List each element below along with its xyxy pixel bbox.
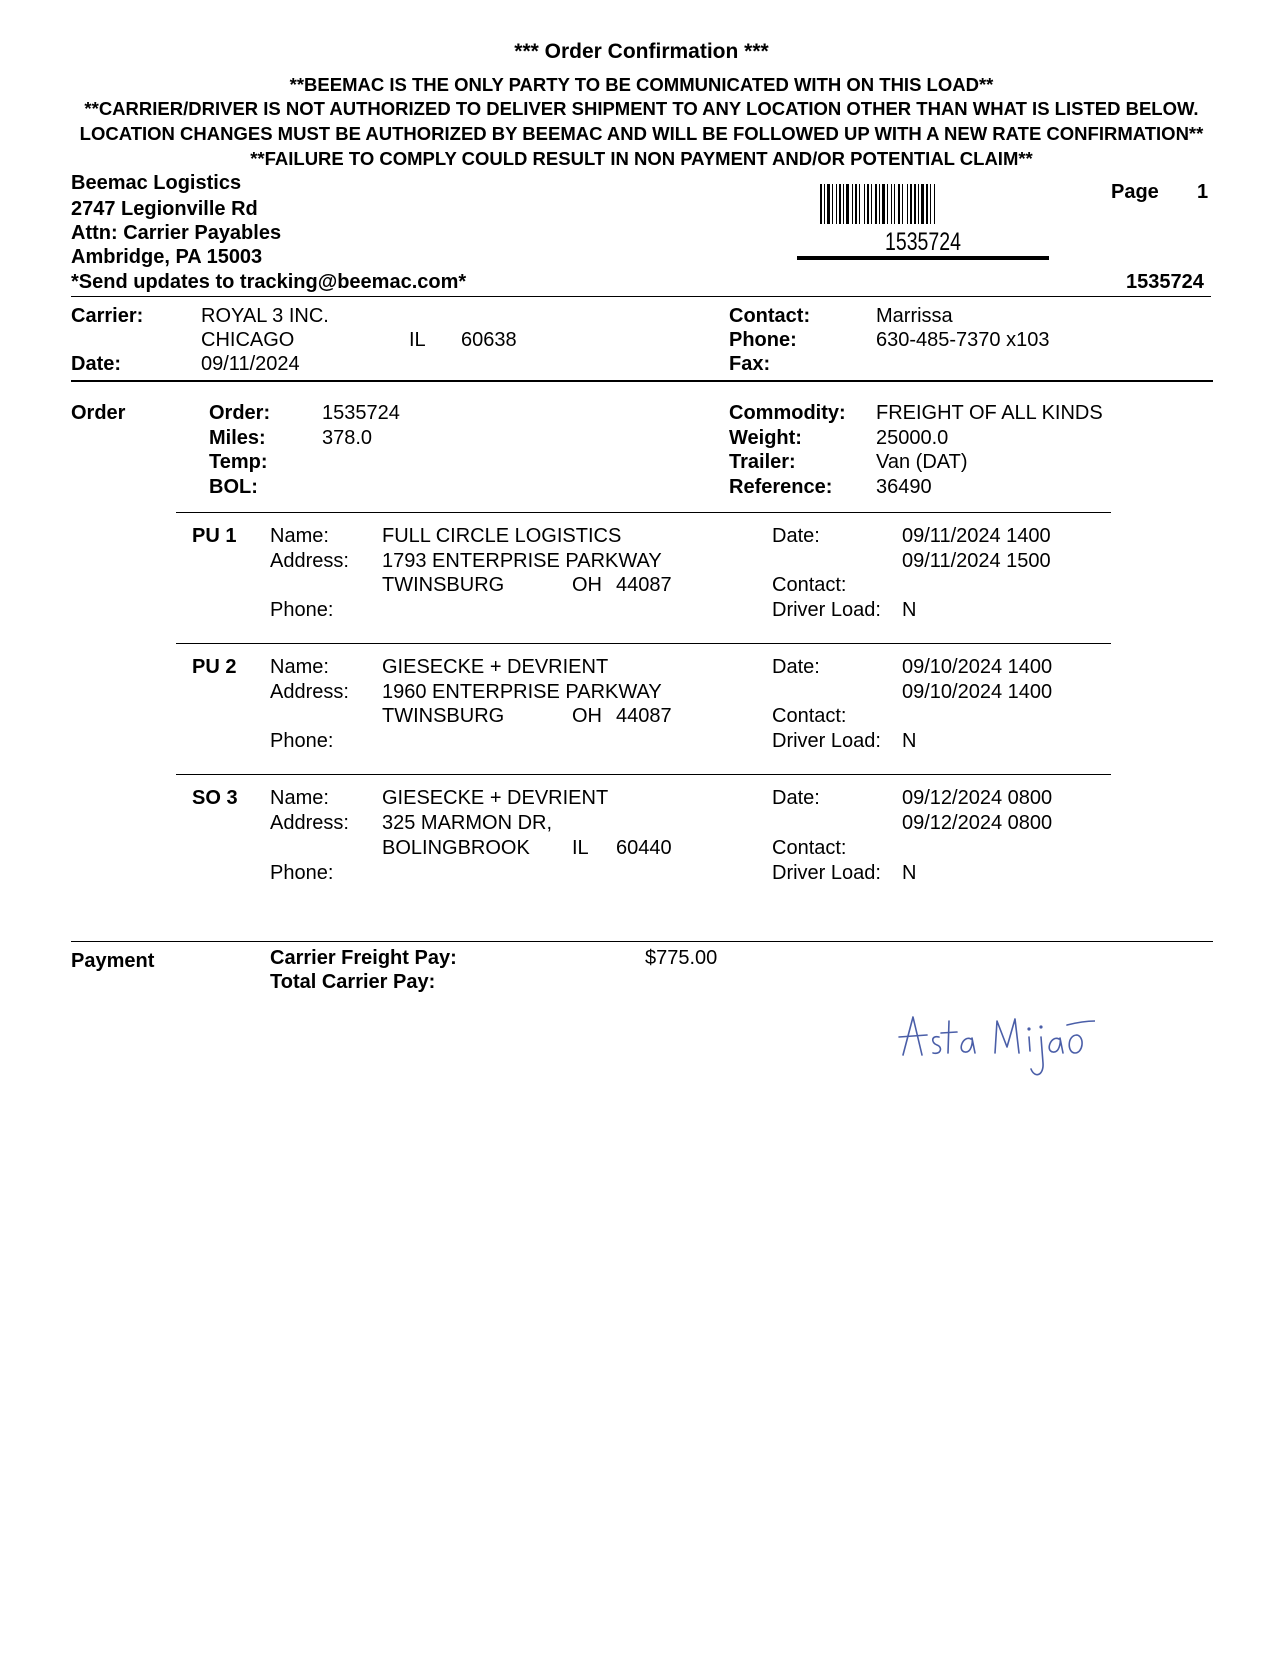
trailer-label: Trailer:: [729, 451, 796, 473]
stop-zip: 44087: [616, 705, 672, 727]
barcode-bar: [871, 184, 872, 224]
carrier-state: IL: [409, 329, 426, 351]
barcode-underline: [797, 256, 1049, 260]
stop-date-2: 09/11/2024 1500: [902, 550, 1051, 572]
page-number: 1: [1197, 181, 1209, 203]
stop-date-label: Date:: [772, 787, 820, 809]
miles-label: Miles:: [209, 427, 266, 449]
order-date: 09/11/2024: [201, 353, 300, 375]
weight-value: 25000.0: [876, 427, 949, 449]
barcode-bar: [907, 184, 908, 224]
barcode-bar: [859, 184, 860, 224]
barcode-bar: [882, 184, 885, 224]
barcode-bar: [867, 184, 869, 224]
divider: [71, 380, 1213, 382]
barcode-bar: [921, 184, 924, 224]
barcode-bar: [855, 184, 857, 224]
stop-state: IL: [572, 837, 589, 859]
bol-label: BOL:: [209, 476, 258, 498]
stop-contact-label: Contact:: [772, 574, 847, 596]
stop-date-2: 09/12/2024 0800: [902, 812, 1053, 834]
carrier-label: Carrier:: [71, 305, 144, 327]
company-street: 2747 Legionville Rd: [71, 198, 258, 220]
barcode-bar: [894, 184, 895, 224]
stop-date-1: 09/10/2024 1400: [902, 656, 1053, 678]
barcode-bar: [930, 184, 931, 224]
divider: [71, 296, 1211, 297]
carrier-freight-pay-label: Carrier Freight Pay:: [270, 947, 457, 969]
barcode-bar: [891, 184, 892, 224]
barcode-bar: [934, 184, 935, 224]
barcode-bar: [887, 184, 888, 224]
stop-address-label: Address:: [270, 681, 349, 703]
barcode-bar: [914, 184, 916, 224]
stop-code: SO 3: [192, 787, 238, 809]
barcode-number: 1535724: [885, 228, 961, 256]
stop-driver-load: N: [902, 599, 917, 621]
signature: [895, 1005, 1095, 1095]
barcode-bar: [926, 184, 928, 224]
order-section-label: Order: [71, 402, 126, 424]
carrier-city: CHICAGO: [201, 329, 295, 351]
stop-contact-label: Contact:: [772, 705, 847, 727]
contact-name: Marrissa: [876, 305, 953, 327]
notice-line-1: **BEEMAC IS THE ONLY PARTY TO BE COMMUNICATED WITH ON THIS LOAD**: [289, 74, 994, 95]
stop-zip: 60440: [616, 837, 672, 859]
stop-name-label: Name:: [270, 656, 329, 678]
stop-city: BOLINGBROOK: [382, 837, 530, 859]
stop-driver-load-label: Driver Load:: [772, 599, 881, 621]
barcode-bar: [820, 184, 822, 224]
barcode-bar: [898, 184, 900, 224]
fax-label: Fax:: [729, 353, 771, 375]
stop-name-label: Name:: [270, 525, 329, 547]
barcode-bar: [918, 184, 919, 224]
barcode-bar: [879, 184, 880, 224]
notice-line-3: LOCATION CHANGES MUST BE AUTHORIZED BY BEEMAC AND WILL BE FOLLOWED UP WITH A NEW RATE CONFIRMATION**: [79, 123, 1204, 144]
stop-zip: 44087: [616, 574, 672, 596]
carrier-freight-pay-value: $775.00: [645, 947, 718, 969]
payment-section-label: Payment: [71, 950, 155, 972]
contact-phone: 630-485-7370 x103: [876, 329, 1050, 351]
tracking-email: *Send updates to tracking@beemac.com*: [71, 271, 467, 293]
barcode-bar: [843, 184, 844, 224]
barcode-bar: [836, 184, 837, 224]
document-title: *** Order Confirmation ***: [514, 40, 769, 63]
barcode-bar: [827, 184, 830, 224]
carrier-zip: 60638: [461, 329, 517, 351]
stop-address: 1960 ENTERPRISE PARKWAY: [382, 681, 662, 703]
stop-divider: [176, 643, 1111, 644]
stop-date-2: 09/10/2024 1400: [902, 681, 1053, 703]
stop-contact-label: Contact:: [772, 837, 847, 859]
stop-address: 1793 ENTERPRISE PARKWAY: [382, 550, 662, 572]
order-number-right: 1535724: [1126, 271, 1204, 293]
stop-state: OH: [572, 574, 602, 596]
stop-phone-label: Phone:: [270, 730, 334, 752]
stop-name-label: Name:: [270, 787, 329, 809]
carrier-name: ROYAL 3 INC.: [201, 305, 329, 327]
company-name: Beemac Logistics: [71, 172, 242, 194]
stop-city: TWINSBURG: [382, 574, 505, 596]
stop-city: TWINSBURG: [382, 705, 505, 727]
temp-label: Temp:: [209, 451, 268, 473]
stop-code: PU 1: [192, 525, 237, 547]
notice-line-2: **CARRIER/DRIVER IS NOT AUTHORIZED TO DELIVER SHIPMENT TO ANY LOCATION OTHER THAN WHAT IS LISTED BELOW.: [84, 98, 1199, 119]
barcode-bar: [910, 184, 912, 224]
stop-phone-label: Phone:: [270, 862, 334, 884]
stop-driver-load-label: Driver Load:: [772, 862, 881, 884]
notice-line-4: **FAILURE TO COMPLY COULD RESULT IN NON PAYMENT AND/OR POTENTIAL CLAIM**: [250, 148, 1033, 169]
company-city: Ambridge, PA 15003: [71, 246, 263, 268]
order-label: Order:: [209, 402, 271, 424]
reference-label: Reference:: [729, 476, 833, 498]
order-number: 1535724: [322, 402, 400, 424]
stop-phone-label: Phone:: [270, 599, 334, 621]
date-label: Date:: [71, 353, 122, 375]
stop-driver-load-label: Driver Load:: [772, 730, 881, 752]
barcode-bar: [839, 184, 841, 224]
stop-driver-load: N: [902, 862, 917, 884]
reference-value: 36490: [876, 476, 932, 498]
stop-code: PU 2: [192, 656, 237, 678]
miles-value: 378.0: [322, 427, 373, 449]
stop-name: GIESECKE + DEVRIENT: [382, 787, 609, 809]
stop-driver-load: N: [902, 730, 917, 752]
stop-date-1: 09/12/2024 0800: [902, 787, 1053, 809]
total-carrier-pay-label: Total Carrier Pay:: [270, 971, 436, 993]
barcode: [820, 184, 1035, 224]
stop-state: OH: [572, 705, 602, 727]
contact-label: Contact:: [729, 305, 811, 327]
stop-date-1: 09/11/2024 1400: [902, 525, 1051, 547]
barcode-bar: [902, 184, 903, 224]
trailer-value: Van (DAT): [876, 451, 968, 473]
stop-address-label: Address:: [270, 550, 349, 572]
stop-divider: [176, 774, 1111, 775]
barcode-bar: [864, 184, 865, 224]
stop-divider: [176, 512, 1111, 513]
phone-label: Phone:: [729, 329, 797, 351]
weight-label: Weight:: [729, 427, 802, 449]
company-attn: Attn: Carrier Payables: [71, 222, 282, 244]
barcode-bar: [832, 184, 833, 224]
barcode-bar: [875, 184, 877, 224]
barcode-bar: [824, 184, 825, 224]
commodity-label: Commodity:: [729, 402, 846, 424]
commodity-value: FREIGHT OF ALL KINDS: [876, 402, 1103, 424]
stop-address-label: Address:: [270, 812, 349, 834]
stop-date-label: Date:: [772, 525, 820, 547]
barcode-bar: [846, 184, 849, 224]
page-label: Page: [1111, 181, 1159, 203]
stop-date-label: Date:: [772, 656, 820, 678]
stop-address: 325 MARMON DR,: [382, 812, 553, 834]
stop-name: GIESECKE + DEVRIENT: [382, 656, 609, 678]
stop-name: FULL CIRCLE LOGISTICS: [382, 525, 622, 547]
divider: [71, 941, 1213, 942]
barcode-bar: [852, 184, 853, 224]
